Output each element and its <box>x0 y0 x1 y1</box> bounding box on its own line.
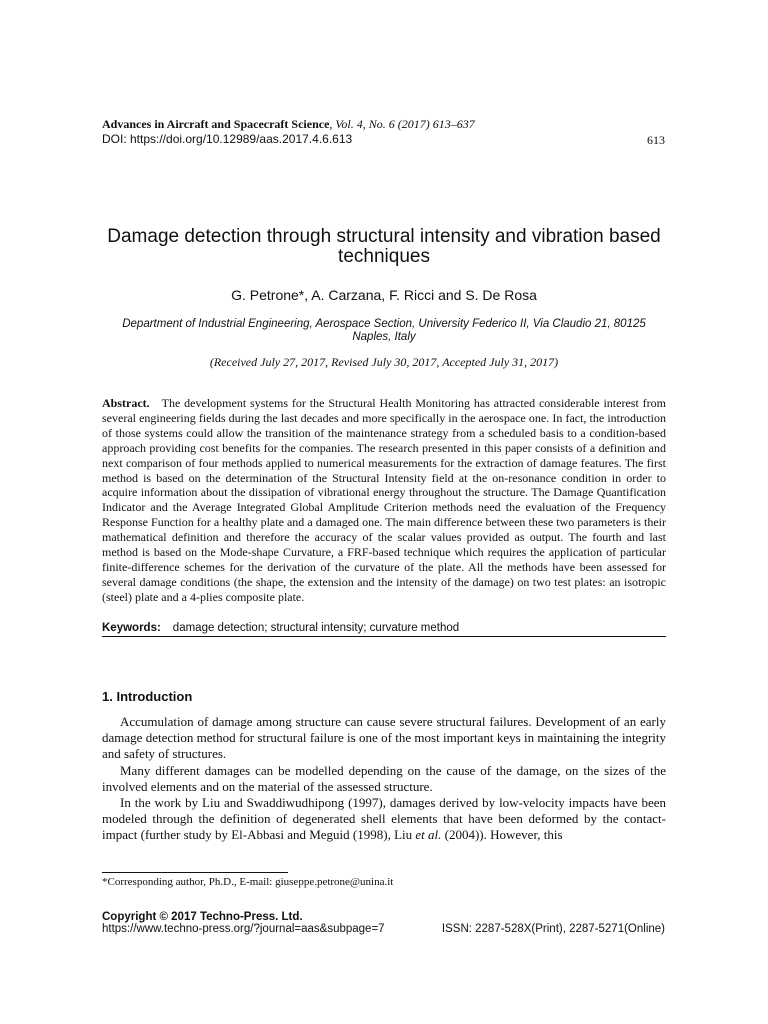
keywords-label: Keywords: <box>102 622 161 634</box>
author-affiliation: Department of Industrial Engineering, Aerospace Section, University Federico II, Via Claudio 21, 80125 Naples, Italy <box>122 318 646 343</box>
section-heading: 1. Introduction <box>102 689 193 704</box>
paragraph-text: (2004)). However, this <box>441 827 563 843</box>
paragraph-italic-text: et al. <box>415 827 442 843</box>
received-dates: (Received July 27, 2017, Revised July 30, 2017, Accepted July 31, 2017) <box>209 355 559 369</box>
abstract-label: Abstract. <box>102 396 150 410</box>
paper-title: Damage detection through structural intensity and vibration based techniques <box>107 226 661 267</box>
paper-authors: G. Petrone*, A. Carzana, F. Ricci and S. De Rosa <box>231 287 537 303</box>
keywords <box>102 622 666 637</box>
page-number: 613 <box>647 133 665 147</box>
paragraph-text: In the work by Liu and Swaddiwudhipong (1997), damages derived by low-velocity impacts have been modeled through the definition of degenerated shell elements that have been deformed by the contact-impact (further study by El-Abbasi and Meguid (1998), Liu <box>102 795 666 843</box>
paragraph: Accumulation of damage among structure can cause severe structural failures. Development of an early damage detection method for structural failure is one of the most important keys in maintaining the integrity and safety of structures. <box>102 714 666 762</box>
journal-volume: , Vol. 4, No. 6 (2017) 613–637 <box>329 117 475 131</box>
journal-citation <box>102 117 475 132</box>
issn: ISSN: 2287-528X(Print), 2287-5271(Online) <box>441 923 665 935</box>
footnote: *Corresponding author, Ph.D., E-mail: giuseppe.petrone@unina.it <box>102 876 394 888</box>
journal-name: Advances in Aircraft and Spacecraft Science <box>102 117 330 131</box>
abstract-text: The development systems for the Structural Health Monitoring has attracted considerable interest from several engineering fields during the last decades and more specifically in the aerospace one. In fact, the introduction of those systems could allow the transition of the maintenance strategy from a scheduled basis to a condition-based approach providing cost benefits for the companies. The research presented in this paper consists of a definition and next comparison of four methods applied to numerical measurements for the extraction of damage features. The first method is based on the determination of the Structural Intensity field at the on-resonance condition in order to acquire information about the dissipation of vibrational energy throughout the structure. The Damage Quantification Indicator and the Average Integrated Global Amplitude Criterion methods need the evaluation of the Frequency Response Function for a healthy plate and a damaged one. The main difference between these two parameters is their mathematical definition and therefore the accuracy of the scalar values provided as output. The fourth and last method is based on the Mode-shape Curvature, a FRF-based technique which requires the application of particular finite-difference schemes for the derivation of the curvature of the plate. All the methods have been assessed for several damage conditions (the shape, the extension and the intensity of the damage) on two test plates: an isotropic (steel) plate and a 4-plies composite plate. <box>102 396 666 604</box>
paragraph <box>102 795 666 844</box>
footnote-divider <box>102 872 288 873</box>
journal-url-link[interactable]: https://www.techno-press.org/?journal=aas&subpage=7 <box>102 923 385 935</box>
paragraph: Many different damages can be modelled depending on the cause of the damage, on the sizes of the involved elements and on the material of the assessed structure. <box>102 762 666 794</box>
abstract <box>102 396 666 605</box>
copyright: Copyright © 2017 Techno-Press. Ltd. <box>102 911 303 923</box>
doi-link[interactable]: DOI: https://doi.org/10.12989/aas.2017.4.6.613 <box>102 132 353 146</box>
keywords-text: damage detection; structural intensity; curvature method <box>172 622 460 634</box>
section-body <box>102 714 666 844</box>
